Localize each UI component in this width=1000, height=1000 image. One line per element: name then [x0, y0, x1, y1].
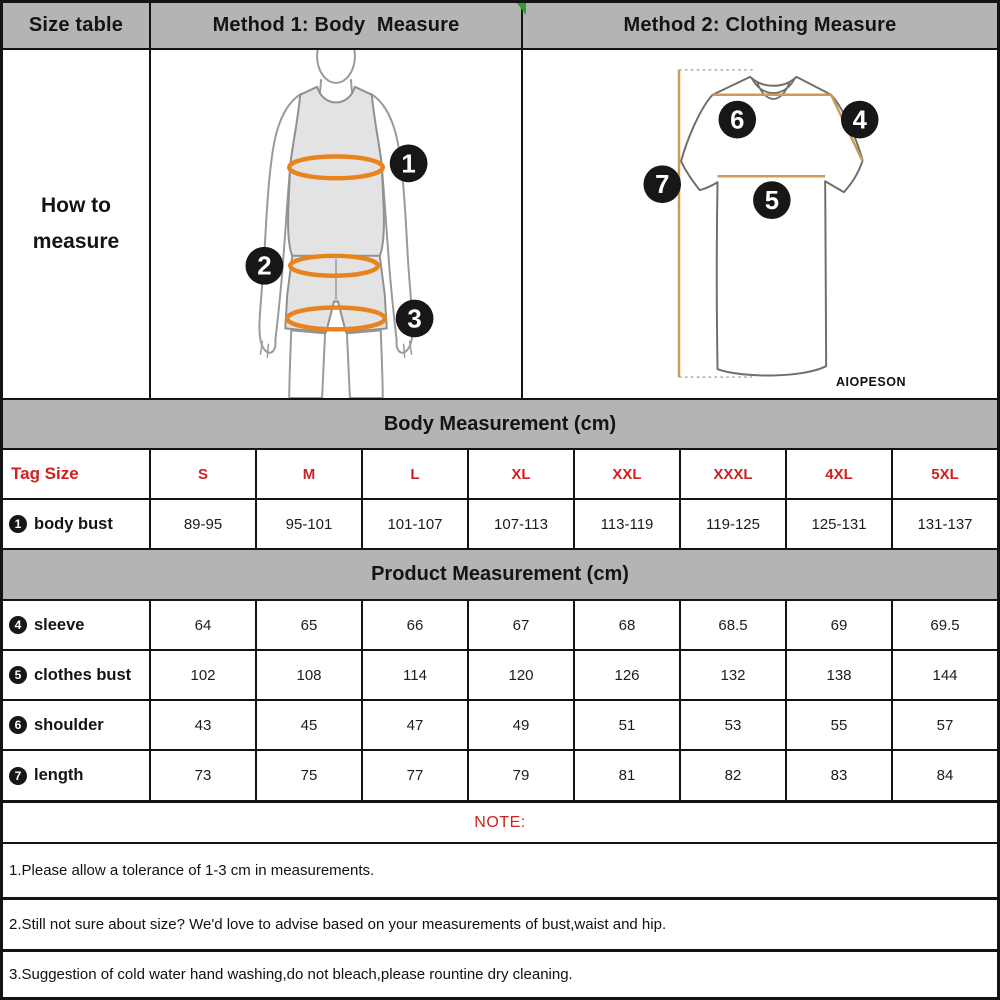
note-row-3 [3, 952, 997, 997]
body-bust-m: 95-101 [257, 500, 363, 548]
length-s: 73 [151, 751, 257, 800]
sleeve-5xl: 69.5 [930, 616, 960, 634]
shoulder-xxxl: 53 [681, 701, 787, 749]
body-bust-xl: 107-113 [469, 500, 575, 548]
body-bust-4xl: 125-131 [787, 500, 893, 548]
length-row [3, 751, 997, 803]
note-row-1 [3, 844, 997, 900]
length-4xl: 83 [787, 751, 893, 800]
clothes-bust-row [3, 651, 997, 701]
size-s: S [151, 450, 257, 498]
sleeve-m: 65 [257, 601, 363, 649]
size-m: M [257, 450, 363, 498]
length-xl: 79 [469, 751, 575, 800]
row-label-text: body bust [34, 514, 113, 533]
marker-7-badge: 7 [9, 767, 27, 785]
shoulder-row [3, 701, 997, 751]
marker-6-badge: 6 [9, 716, 27, 734]
clothes-bust-xxxl: 132 [681, 651, 787, 699]
product-measurement-title: Product Measurement (cm) [371, 563, 629, 585]
note-item-2: 2.Still not sure about size? We'd love to advise based on your measurements of bust,waist and hip. [9, 916, 667, 933]
how-to-measure-label [3, 50, 151, 398]
clothing-measure-illustration [523, 50, 997, 398]
body-bust-xxxl: 119-125 [681, 500, 787, 548]
shoulder-4xl: 55 [787, 701, 893, 749]
body-measurement-title: Body Measurement (cm) [383, 412, 617, 435]
how-to-measure-line1: How to [41, 194, 111, 217]
row-label-body-bust [3, 500, 151, 548]
size-xl: XL [469, 450, 575, 498]
clothes-bust-xl: 120 [469, 651, 575, 699]
size-4xl: 4XL [787, 450, 893, 498]
body-measurement-banner [3, 400, 997, 450]
marker-5-badge: 5 [9, 666, 27, 684]
shoulder-m: 45 [257, 701, 363, 749]
note-row-2 [3, 900, 997, 952]
length-l: 77 [363, 751, 469, 800]
note-title: NOTE: [474, 813, 526, 831]
body-figure-illustration [151, 50, 521, 398]
marker-5-number: 5 [764, 187, 779, 216]
note-title-row [3, 803, 997, 844]
green-corner-artifact [517, 3, 526, 15]
length-xxl: 81 [575, 751, 681, 800]
body-bust-5xl: 131-137 [917, 515, 973, 533]
row-label-text: shoulder [34, 715, 104, 734]
shoulder-5xl: 57 [936, 716, 954, 734]
sleeve-s: 64 [151, 601, 257, 649]
marker-4-badge: 4 [9, 616, 27, 634]
marker-4-number: 4 [852, 106, 867, 135]
illustration-row [3, 50, 997, 400]
length-xxxl: 82 [681, 751, 787, 800]
row-label-text: length [34, 766, 84, 784]
tag-size-label: Tag Size [3, 450, 151, 498]
body-measure-illustration [151, 50, 523, 398]
sleeve-xxl: 68 [575, 601, 681, 649]
how-to-measure-line2: measure [32, 230, 120, 253]
marker-2-number: 2 [257, 252, 272, 281]
row-label-text: sleeve [34, 615, 85, 634]
tag-size-row [3, 450, 997, 500]
size-table-header: Size table [3, 3, 151, 48]
brand-watermark: AIOPESON [836, 375, 906, 389]
method1-header: Method 1: Body Measure [151, 3, 523, 48]
row-label-shoulder [3, 701, 151, 749]
tshirt-outline [681, 77, 863, 376]
marker-1-number: 1 [401, 150, 416, 179]
marker-6-number: 6 [730, 106, 745, 135]
body-bust-l: 101-107 [363, 500, 469, 548]
size-xxl: XXL [575, 450, 681, 498]
body-bust-xxl: 113-119 [575, 500, 681, 548]
sleeve-4xl: 69 [787, 601, 893, 649]
marker-1-badge: 1 [9, 515, 27, 533]
length-5xl: 84 [936, 767, 954, 784]
clothes-bust-m: 108 [257, 651, 363, 699]
shoulder-s: 43 [151, 701, 257, 749]
body-bust-s: 89-95 [151, 500, 257, 548]
marker-7-number: 7 [655, 171, 670, 200]
sleeve-l: 66 [363, 601, 469, 649]
marker-3-number: 3 [407, 305, 422, 334]
body-bust-row [3, 500, 997, 550]
size-l: L [363, 450, 469, 498]
clothes-bust-l: 114 [363, 651, 469, 699]
clothes-bust-5xl: 144 [932, 666, 958, 684]
clothes-bust-s: 102 [151, 651, 257, 699]
clothes-bust-4xl: 138 [787, 651, 893, 699]
method2-header: Method 2: Clothing Measure [523, 3, 997, 48]
product-measurement-banner [3, 550, 997, 601]
shoulder-xl: 49 [469, 701, 575, 749]
sleeve-xl: 67 [469, 601, 575, 649]
tshirt-illustration [523, 50, 997, 398]
row-label-sleeve [3, 601, 151, 649]
length-m: 75 [257, 751, 363, 800]
shoulder-xxl: 51 [575, 701, 681, 749]
note-item-3: 3.Suggestion of cold water hand washing,do not bleach,please rountine dry cleaning. [9, 966, 573, 983]
row-label-clothes-bust [3, 651, 151, 699]
size-xxxl: XXXL [681, 450, 787, 498]
top-header-row [3, 3, 997, 50]
sleeve-xxxl: 68.5 [681, 601, 787, 649]
shoulder-l: 47 [363, 701, 469, 749]
note-item-1: 1.Please allow a tolerance of 1-3 cm in measurements. [9, 862, 375, 879]
size-5xl: 5XL [931, 465, 959, 483]
sleeve-row [3, 601, 997, 651]
row-label-text: clothes bust [34, 665, 132, 684]
clothes-bust-xxl: 126 [575, 651, 681, 699]
row-label-length [3, 751, 151, 800]
